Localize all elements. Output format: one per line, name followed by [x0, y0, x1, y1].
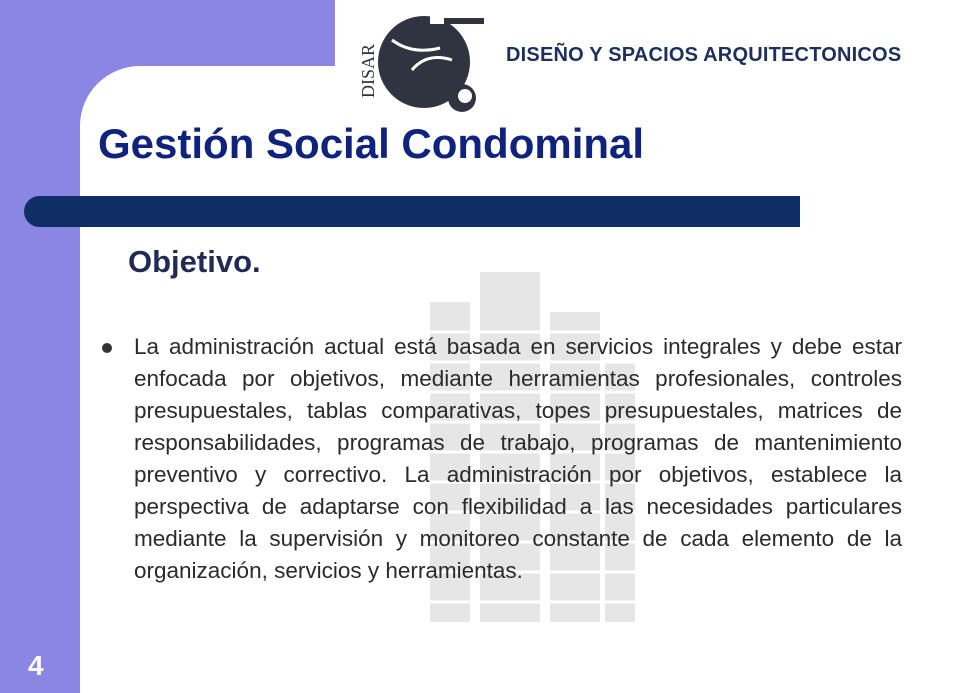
section-subtitle: Objetivo.	[128, 244, 261, 279]
body-paragraph: La administración actual está basada en servicios integrales y debe estar enfocada por objetivos, mediante herramientas profesionales, controles presupuestales, tablas comparativas, topes presupuestales, matrices de responsabilidades, programas de trabajo, programas de mantenimiento preventivo y correctivo. La administración por objetivos, establece la perspectiva de adaptarse con flexibilidad a las necesidades particulares mediante la supervisión y monitoreo constante de cada elemento de la organización, servicios y herramientas.	[134, 334, 902, 583]
page-title: Gestión Social Condominal	[98, 120, 645, 167]
page-number: 4	[28, 650, 44, 681]
bullet-point	[102, 343, 112, 353]
top-accent-band	[0, 0, 335, 66]
disar-logo	[352, 0, 492, 120]
company-name: DISEÑO Y SPACIOS ARQUITECTONICOS	[506, 44, 902, 66]
title-underline-bar	[24, 196, 800, 227]
left-accent-band	[0, 0, 80, 693]
logo-text: DISAR	[358, 43, 378, 98]
